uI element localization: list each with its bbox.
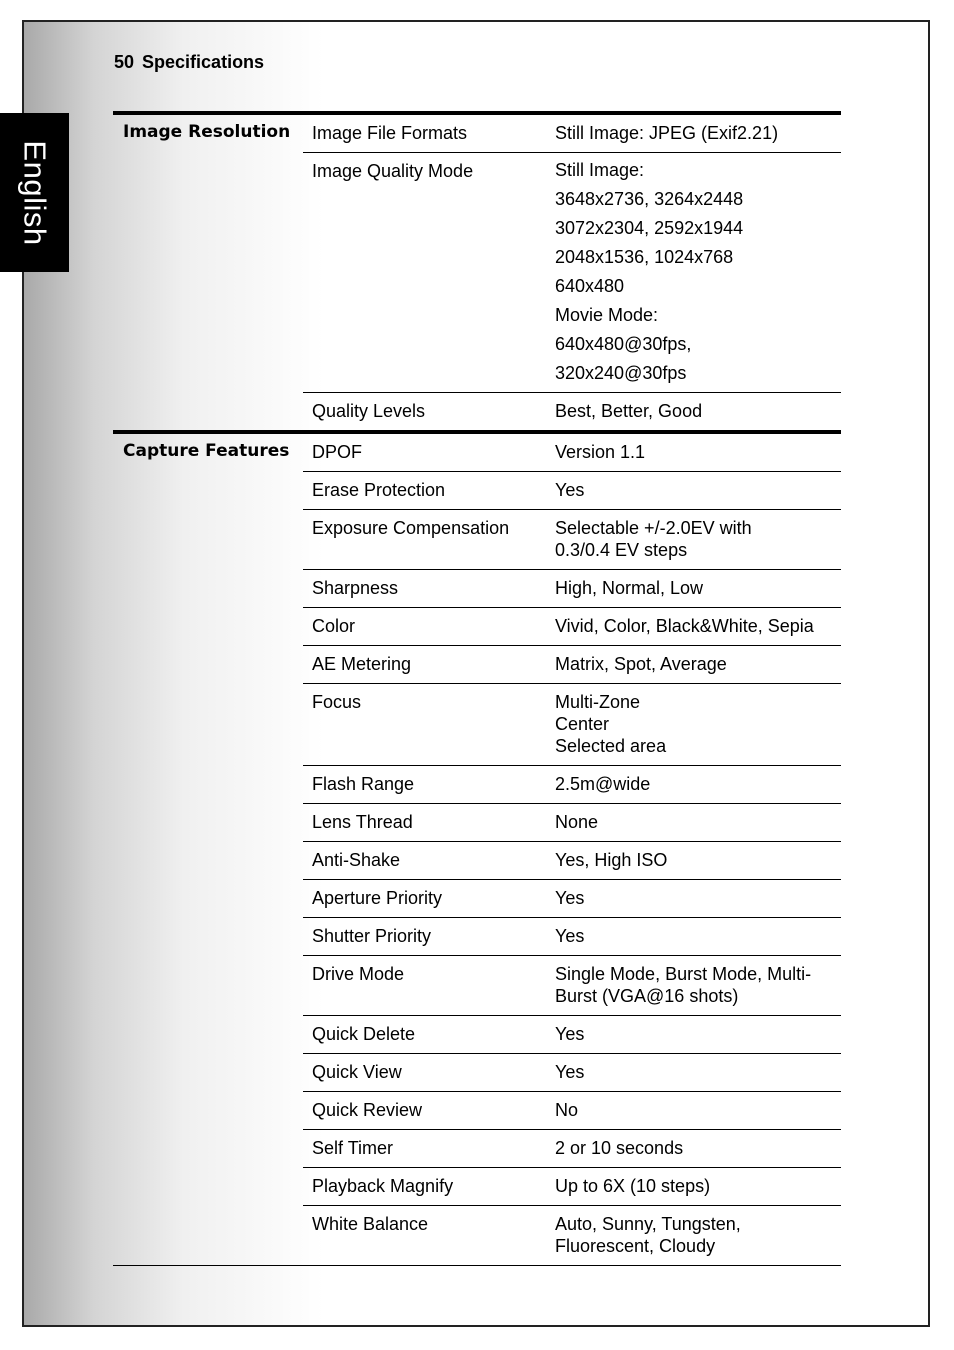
spec-value	[546, 684, 841, 765]
spec-name: Focus	[312, 692, 362, 712]
spec-value-line: Best, Better, Good	[555, 401, 703, 421]
spec-value-line: Up to 6X (10 steps)	[555, 1176, 711, 1196]
spec-name: Quick View	[312, 1062, 402, 1082]
spec-name: Shutter Priority	[312, 926, 432, 946]
spec-value-line: Selectable +/-2.0EV with	[555, 518, 752, 538]
spec-value	[546, 1130, 841, 1167]
table-row	[303, 917, 841, 955]
section-rows	[303, 434, 841, 1265]
spec-value-line: 3072x2304, 2592x1944	[555, 218, 744, 238]
table-row	[303, 645, 841, 683]
table-row	[303, 1015, 841, 1053]
spec-value-line: Yes	[555, 1062, 585, 1082]
spec-value	[546, 1206, 841, 1265]
page-title: Specifications	[142, 52, 265, 72]
spec-value-line: No	[555, 1100, 579, 1120]
spec-value-line: 640x480	[555, 276, 625, 296]
spec-value-line: Vivid, Color, Black&White, Sepia	[555, 616, 814, 636]
table-row	[303, 392, 841, 430]
spec-value-line: Version 1.1	[555, 442, 646, 462]
specifications-table	[113, 111, 841, 1266]
table-row	[303, 607, 841, 645]
spec-name: Sharpness	[312, 578, 399, 598]
spec-value-line: High, Normal, Low	[555, 578, 704, 598]
spec-name: Image Quality Mode	[312, 161, 474, 181]
table-row	[303, 803, 841, 841]
spec-value	[546, 472, 841, 509]
spec-value-line: Burst (VGA@16 shots)	[555, 986, 739, 1006]
spec-name: Playback Magnify	[312, 1176, 454, 1196]
table-row	[303, 569, 841, 607]
spec-value-line: Yes	[555, 888, 585, 908]
spec-name: Aperture Priority	[312, 888, 443, 908]
table-row	[303, 765, 841, 803]
spec-value	[546, 1092, 841, 1129]
table-row	[303, 471, 841, 509]
spec-value	[546, 153, 841, 392]
spec-value-line: Still Image:	[555, 160, 645, 180]
table-row	[303, 841, 841, 879]
spec-name: Image File Formats	[312, 123, 468, 143]
language-tab-label: English	[17, 139, 53, 246]
spec-name: Flash Range	[312, 774, 415, 794]
spec-value-line: Multi-Zone	[555, 692, 641, 712]
spec-value	[546, 918, 841, 955]
spec-value-line: Still Image: JPEG (Exif2.21)	[555, 123, 779, 143]
table-row	[303, 1129, 841, 1167]
spec-value-line: Matrix, Spot, Average	[555, 654, 727, 674]
spec-section	[113, 111, 841, 430]
spec-value-line: Yes, High ISO	[555, 850, 668, 870]
spec-value	[546, 1168, 841, 1205]
spec-value	[546, 115, 841, 152]
table-row	[303, 1167, 841, 1205]
table-row	[303, 1205, 841, 1265]
table-row	[303, 683, 841, 765]
spec-name: DPOF	[312, 442, 363, 462]
spec-value	[546, 570, 841, 607]
table-row	[303, 1091, 841, 1129]
table-row	[303, 152, 841, 392]
section-label: Image Resolution	[123, 122, 291, 142]
spec-name: Quick Review	[312, 1100, 423, 1120]
spec-value	[546, 1054, 841, 1091]
spec-value	[546, 766, 841, 803]
language-tab	[0, 113, 69, 272]
spec-value	[546, 510, 841, 569]
spec-value	[546, 434, 841, 471]
spec-name: Color	[312, 616, 356, 636]
table-row	[303, 955, 841, 1015]
spec-name: Exposure Compensation	[312, 518, 510, 538]
spec-name: White Balance	[312, 1214, 429, 1234]
table-row	[303, 509, 841, 569]
spec-value-line: 640x480@30fps,	[555, 334, 692, 354]
page-header	[114, 52, 264, 73]
spec-value-line: Center	[555, 714, 610, 734]
section-rows	[303, 115, 841, 430]
spec-value-line: 2 or 10 seconds	[555, 1138, 684, 1158]
spec-name: Erase Protection	[312, 480, 446, 500]
page-number: 50	[114, 52, 135, 72]
spec-name: AE Metering	[312, 654, 412, 674]
spec-value	[546, 393, 841, 430]
spec-value	[546, 880, 841, 917]
table-row	[303, 1053, 841, 1091]
spec-value	[546, 608, 841, 645]
spec-value-line: Yes	[555, 480, 585, 500]
spec-value-line: 2.5m@wide	[555, 774, 651, 794]
spec-name: Quality Levels	[312, 401, 426, 421]
spec-value-line: Single Mode, Burst Mode, Multi-	[555, 964, 812, 984]
spec-value-line: 0.3/0.4 EV steps	[555, 540, 688, 560]
spec-name: Drive Mode	[312, 964, 405, 984]
spec-section	[113, 430, 841, 1266]
table-row	[303, 434, 841, 471]
spec-value-line: 320x240@30fps	[555, 363, 687, 383]
spec-name: Anti-Shake	[312, 850, 401, 870]
spec-value-line: Fluorescent, Cloudy	[555, 1236, 716, 1256]
spec-value-line: Movie Mode:	[555, 305, 659, 325]
spec-value	[546, 956, 841, 1015]
spec-name: Quick Delete	[312, 1024, 416, 1044]
table-row	[303, 879, 841, 917]
spec-value-line: 3648x2736, 3264x2448	[555, 189, 744, 209]
table-row	[303, 115, 841, 152]
spec-value-line: Yes	[555, 1024, 585, 1044]
section-label: Capture Features	[123, 441, 290, 461]
spec-value-line: Auto, Sunny, Tungsten,	[555, 1214, 741, 1234]
spec-value	[546, 646, 841, 683]
spec-value	[546, 804, 841, 841]
spec-value	[546, 842, 841, 879]
spec-name: Self Timer	[312, 1138, 394, 1158]
spec-value-line: None	[555, 812, 599, 832]
spec-value-line: 2048x1536, 1024x768	[555, 247, 734, 267]
spec-name: Lens Thread	[312, 812, 413, 832]
spec-value	[546, 1016, 841, 1053]
spec-value-line: Yes	[555, 926, 585, 946]
spec-value-line: Selected area	[555, 736, 667, 756]
